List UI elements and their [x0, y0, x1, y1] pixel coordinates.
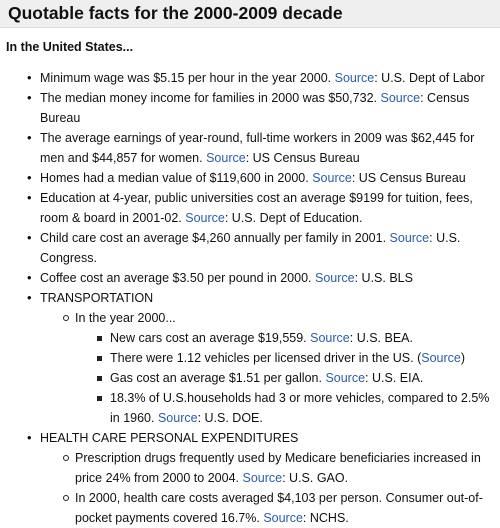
health-item [75, 448, 494, 488]
transportation-subsection [75, 308, 494, 428]
source-name: : U.S. Dept of Education. [224, 211, 363, 225]
source-name: ) [460, 351, 466, 365]
health-item [75, 488, 494, 528]
source-link[interactable]: Source [421, 351, 461, 365]
fact-text: Education at 4-year, public universities cost an average $9199 for tuition, fees, room & board in 2001-02. [40, 191, 473, 225]
fact-text: Minimum wage was $5.15 per hour in the year 2000. [40, 71, 332, 85]
fact-text: The average earnings of year-round, full-time workers in 2009 was $62,445 for men and $44,857 for women. [40, 131, 475, 165]
source-name: : U.S. DOE. [197, 411, 263, 425]
fact-item [40, 88, 494, 128]
transportation-heading: TRANSPORTATION [40, 291, 154, 305]
source-name: : U.S. EIA. [365, 371, 424, 385]
fact-text: New cars cost an average $19,559. [110, 331, 307, 345]
source-link[interactable]: Source [242, 471, 283, 485]
source-name: : U.S. GAO. [282, 471, 349, 485]
transportation-subheading: In the year 2000... [75, 311, 176, 325]
source-link[interactable]: Source [389, 231, 430, 245]
title-bar [0, 0, 500, 28]
source-link[interactable]: Source [334, 71, 375, 85]
source-link[interactable]: Source [310, 331, 350, 345]
fact-item [40, 188, 494, 228]
transportation-item [110, 348, 494, 368]
source-link[interactable]: Source [325, 371, 366, 385]
source-name: : NCHS. [302, 511, 349, 525]
fact-text: In 2000, health care costs averaged $4,103 per person. Consumer out-of-pocket payments covered 16.7%. [75, 491, 483, 525]
fact-text: Child care cost an average $4,260 annually per family in 2001. [40, 231, 387, 245]
transportation-section [40, 288, 494, 428]
source-link[interactable]: Source [380, 91, 421, 105]
health-heading: HEALTH CARE PERSONAL EXPENDITURES [40, 431, 299, 445]
source-link[interactable]: Source [263, 511, 303, 525]
source-link[interactable]: Source [157, 411, 198, 425]
transportation-item [110, 328, 494, 348]
fact-item [40, 168, 494, 188]
fact-item [40, 68, 494, 88]
source-link[interactable]: Source [312, 171, 352, 185]
source-name: : U.S. Dept of Labor [374, 71, 485, 85]
fact-text: Coffee cost an average $3.50 per pound in 2000. [40, 271, 312, 285]
subheading: In the United States... [6, 40, 134, 54]
health-section [40, 428, 494, 528]
source-link[interactable]: Source [185, 211, 225, 225]
fact-item [40, 128, 494, 168]
transportation-item [110, 368, 494, 388]
fact-text: Homes had a median value of $119,600 in 2000. [40, 171, 309, 185]
facts-list [0, 68, 500, 528]
source-name: : U.S. Congress. [40, 231, 461, 265]
source-name: : U.S. BLS [354, 271, 413, 285]
fact-text: There were 1.12 vehicles per licensed driver in the US. ( [110, 351, 422, 365]
transportation-list [40, 308, 494, 428]
fact-item [40, 268, 494, 288]
health-list [40, 448, 494, 528]
content [0, 40, 500, 528]
source-name: : U.S. BEA. [349, 331, 413, 345]
fact-text: The median money income for families in 2000 was $50,732. [40, 91, 377, 105]
transportation-item [110, 388, 494, 428]
fact-text: Gas cost an average $1.51 per gallon. [110, 371, 322, 385]
fact-text: 18.3% of U.S.households had 3 or more vehicles, compared to 2.5% in 1960. [110, 391, 490, 425]
source-name: : Census Bureau [40, 91, 470, 125]
source-name: : US Census Bureau [351, 171, 466, 185]
fact-item [40, 228, 494, 268]
page-title: Quotable facts for the 2000-2009 decade [8, 3, 343, 23]
transportation-items [75, 328, 494, 428]
source-link[interactable]: Source [206, 151, 246, 165]
fact-text: Prescription drugs frequently used by Medicare beneficiaries increased in price 24% from 2000 to 2004. [75, 451, 481, 485]
source-name: : US Census Bureau [245, 151, 360, 165]
source-link[interactable]: Source [315, 271, 355, 285]
